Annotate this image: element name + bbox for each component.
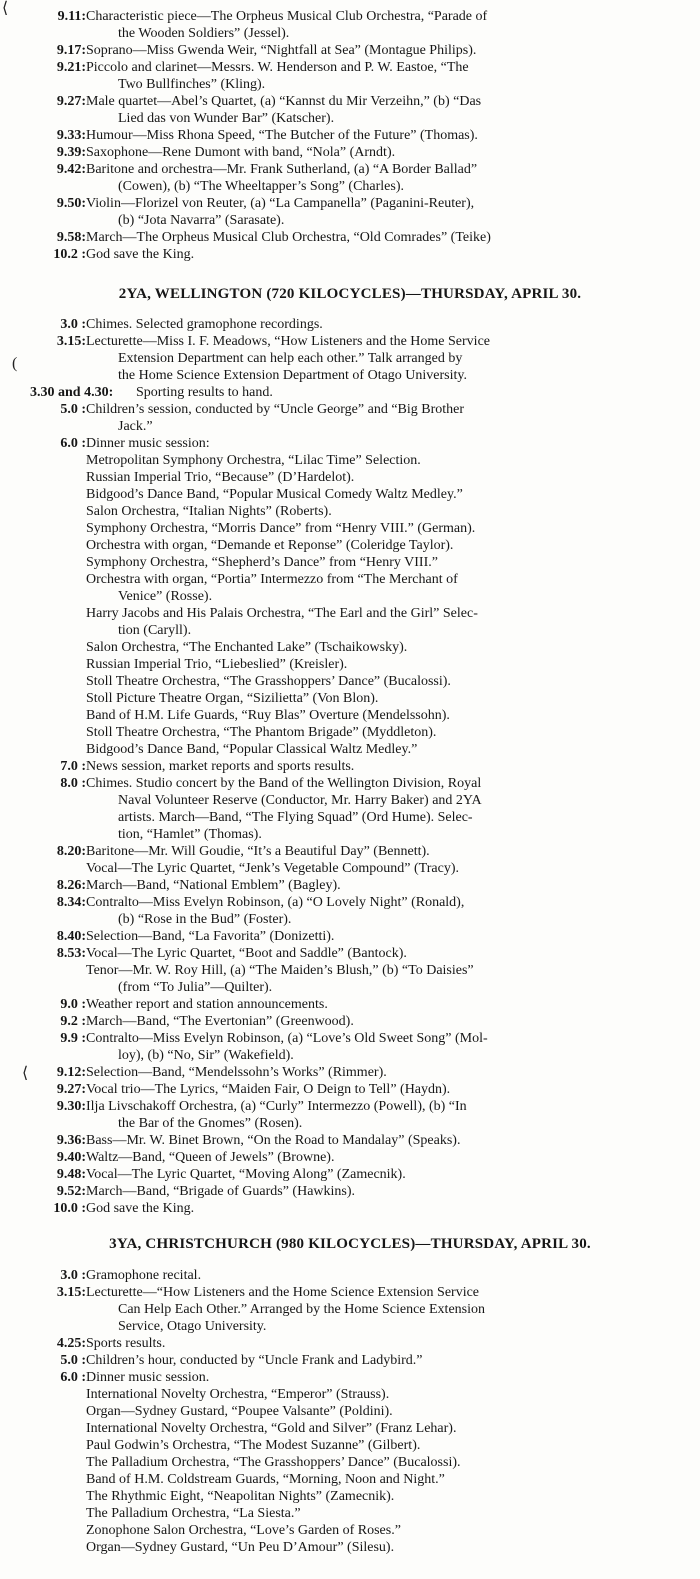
programme-line bbox=[0, 1166, 700, 1183]
programme-text: Gramophone recital. bbox=[86, 1268, 202, 1283]
programme-text: Selection—Band, “Mendelssohn’s Works” (Rimmer). bbox=[86, 1065, 387, 1080]
programme-line bbox=[0, 520, 700, 537]
programme-text: Baritone—Mr. Will Goudie, “It’s a Beautiful Day” (Bennett). bbox=[86, 844, 430, 859]
time-label: 3.15: bbox=[56, 334, 86, 349]
programme-line bbox=[0, 8, 700, 25]
programme-line bbox=[0, 571, 700, 588]
christchurch-heading: 3YA, CHRISTCHURCH (980 KILOCYCLES)—THURSDAY, APRIL 30. bbox=[109, 1236, 591, 1252]
time-label: 8.26: bbox=[56, 878, 86, 893]
programme-text: Vocal—The Lyric Quartet, “Jenk’s Vegetable Compound” (Tracy). bbox=[86, 861, 459, 876]
programme-text: Characteristic piece—The Orpheus Musical Club Orchestra, “Parade of bbox=[86, 9, 488, 24]
programme-text: Stoll Theatre Orchestra, “The Grasshoppers’ Dance” (Bucalossi). bbox=[86, 674, 451, 689]
programme-line bbox=[0, 1301, 700, 1318]
programme-line bbox=[0, 1318, 700, 1335]
programme-text: Symphony Orchestra, “Shepherd’s Dance” from “Henry VIII.” bbox=[86, 555, 438, 570]
margin-pen-mark: ( bbox=[12, 355, 18, 372]
programme-line bbox=[0, 229, 700, 246]
programme-text: Two Bullfinches” (Kling). bbox=[118, 77, 266, 92]
programme-line bbox=[0, 452, 700, 469]
programme-text: God save the King. bbox=[86, 247, 195, 262]
programme-line bbox=[0, 384, 700, 401]
programme-text: Violin—Florizel von Reuter, (a) “La Campanella” (Paganini-Reuter), bbox=[86, 196, 475, 211]
programme-text: Stoll Theatre Orchestra, “The Phantom Brigade” (Myddleton). bbox=[86, 725, 437, 740]
programme-line bbox=[0, 1183, 700, 1200]
programme-line bbox=[0, 127, 700, 144]
time-label: 9.2 : bbox=[60, 1014, 86, 1029]
programme-line bbox=[0, 1386, 700, 1403]
programme-line bbox=[0, 979, 700, 996]
programme-text: Zonophone Salon Orchestra, “Love’s Garden of Roses.” bbox=[86, 1523, 401, 1538]
programme-line bbox=[0, 1335, 700, 1352]
programme-text: Vocal trio—The Lyrics, “Maiden Fair, O Deign to Tell” (Haydn). bbox=[86, 1082, 451, 1097]
programme-line bbox=[0, 367, 700, 384]
programme-line bbox=[0, 877, 700, 894]
programme-line bbox=[0, 1471, 700, 1488]
margin-pen-mark: ⟨ bbox=[2, 0, 9, 17]
programme-line bbox=[0, 690, 700, 707]
programme-line bbox=[0, 1284, 700, 1301]
time-label: 9.11: bbox=[57, 9, 86, 24]
programme-text: Chimes. Selected gramophone recordings. bbox=[86, 317, 323, 332]
programme-line bbox=[0, 350, 700, 367]
programme-text: Orchestra with organ, “Demande et Reponse” (Coleridge Taylor). bbox=[86, 538, 454, 553]
programme-line bbox=[0, 144, 700, 161]
programme-text: The Palladium Orchestra, “La Siesta.” bbox=[86, 1506, 301, 1521]
programme-line bbox=[0, 1437, 700, 1454]
wellington-programme bbox=[0, 316, 700, 1217]
programme-line bbox=[0, 1522, 700, 1539]
programme-line bbox=[0, 911, 700, 928]
programme-line bbox=[0, 316, 700, 333]
time-label: 9.27: bbox=[56, 94, 86, 109]
wellington-heading: 2YA, WELLINGTON (720 KILOCYCLES)—THURSDAY, APRIL 30. bbox=[118, 286, 582, 302]
time-label: 9.50: bbox=[56, 196, 86, 211]
programme-text: Band of H.M. Life Guards, “Ruy Blas” Overture (Mendelssohn). bbox=[86, 708, 450, 723]
programme-text: loy), (b) “No, Sir” (Wakefield). bbox=[118, 1048, 294, 1063]
programme-line bbox=[0, 775, 700, 792]
programme-text: tion (Caryll). bbox=[118, 623, 192, 638]
programme-text: Organ—Sydney Gustard, “Poupee Valsante” (Poldini). bbox=[86, 1404, 393, 1419]
programme-text: Bidgood’s Dance Band, “Popular Classical Waltz Medley.” bbox=[86, 742, 418, 757]
time-label: 6.0 : bbox=[60, 1370, 86, 1385]
programme-text: tion, “Hamlet” (Thomas). bbox=[118, 827, 262, 842]
programme-line bbox=[0, 435, 700, 452]
programme-text: International Novelty Orchestra, “Gold and Silver” (Franz Lehar). bbox=[86, 1421, 457, 1436]
time-label: 10.0 : bbox=[53, 1201, 86, 1216]
programme-text: Children’s session, conducted by “Uncle George” and “Big Brother bbox=[86, 402, 465, 417]
time-label: 9.0 : bbox=[60, 997, 86, 1012]
programme-text: Contralto—Miss Evelyn Robinson, (a) “O Lovely Night” (Ronald), bbox=[86, 895, 465, 910]
programme-line bbox=[0, 486, 700, 503]
programme-text: Baritone and orchestra—Mr. Frank Sutherland, (a) “A Border Ballad” bbox=[86, 162, 478, 177]
programme-text: Dinner music session: bbox=[86, 436, 210, 451]
time-label: 8.20: bbox=[56, 844, 86, 859]
previous-station-programme bbox=[0, 8, 700, 263]
programme-text: Humour—Miss Rhona Speed, “The Butcher of the Future” (Thomas). bbox=[86, 128, 478, 143]
programme-text: Dinner music session. bbox=[86, 1370, 210, 1385]
programme-line bbox=[0, 1352, 700, 1369]
programme-line bbox=[0, 1539, 700, 1556]
programme-line bbox=[0, 195, 700, 212]
programme-text: Bidgood’s Dance Band, “Popular Musical Comedy Waltz Medley.” bbox=[86, 487, 463, 502]
programme-line bbox=[0, 42, 700, 59]
programme-text: artists. March—Band, “The Flying Squad” (Ord Hume). Selec- bbox=[118, 810, 473, 825]
programme-text: (b) “Jota Navarra” (Sarasate). bbox=[118, 213, 285, 228]
programme-text: The Rhythmic Eight, “Neapolitan Nights” (Zamecnik). bbox=[86, 1489, 395, 1504]
programme-text: the Home Science Extension Department of Otago University. bbox=[118, 368, 467, 383]
programme-line bbox=[0, 1115, 700, 1132]
time-label: 9.9 : bbox=[60, 1031, 86, 1046]
programme-line bbox=[0, 333, 700, 350]
time-label: 8.34: bbox=[56, 895, 86, 910]
time-label: 8.40: bbox=[56, 929, 86, 944]
time-label: 5.0 : bbox=[60, 1353, 86, 1368]
time-label: 3.0 : bbox=[60, 1268, 86, 1283]
programme-text: Paul Godwin’s Orchestra, “The Modest Suzanne” (Gilbert). bbox=[86, 1438, 421, 1453]
christchurch-programme bbox=[0, 1267, 700, 1556]
time-label: 3.30 and 4.30: bbox=[30, 385, 114, 400]
programme-text: God save the King. bbox=[86, 1201, 195, 1216]
programme-line bbox=[0, 741, 700, 758]
time-label: 10.2 : bbox=[53, 247, 86, 262]
programme-text: Sporting results to hand. bbox=[136, 385, 273, 400]
programme-text: Metropolitan Symphony Orchestra, “Lilac Time” Selection. bbox=[86, 453, 421, 468]
programme-text: (b) “Rose in the Bud” (Foster). bbox=[118, 912, 292, 927]
programme-line bbox=[0, 962, 700, 979]
time-label: 9.58: bbox=[56, 230, 86, 245]
programme-line bbox=[0, 792, 700, 809]
time-label: 9.39: bbox=[56, 145, 86, 160]
programme-text: Symphony Orchestra, “Morris Dance” from “Henry VIII.” (German). bbox=[86, 521, 476, 536]
time-label: 9.33: bbox=[56, 128, 86, 143]
programme-text: Russian Imperial Trio, “Because” (D’Hardelot). bbox=[86, 470, 355, 485]
programme-text: Organ—Sydney Gustard, “Un Peu D’Amour” (Silesu). bbox=[86, 1540, 395, 1555]
programme-text: Selection—Band, “La Favorita” (Donizetti). bbox=[86, 929, 335, 944]
programme-text: Contralto—Miss Evelyn Robinson, (a) “Love’s Old Sweet Song” (Mol- bbox=[86, 1031, 488, 1046]
programme-text: The Palladium Orchestra, “The Grasshoppers’ Dance” (Bucalossi). bbox=[86, 1455, 461, 1470]
programme-text: Harry Jacobs and His Palais Orchestra, “The Earl and the Girl” Selec- bbox=[86, 606, 478, 621]
programme-line bbox=[0, 110, 700, 127]
programme-text: Lecturette—Miss I. F. Meadows, “How Listeners and the Home Service bbox=[86, 334, 490, 349]
programme-text: Bass—Mr. W. Binet Brown, “On the Road to Mandalay” (Speaks). bbox=[86, 1133, 461, 1148]
programme-text: (Cowen), (b) “The Wheeltapper’s Song” (Charles). bbox=[118, 179, 404, 194]
programme-line bbox=[0, 1403, 700, 1420]
time-label: 9.36: bbox=[56, 1133, 86, 1148]
time-label: 9.40: bbox=[56, 1150, 86, 1165]
time-label: 4.25: bbox=[56, 1336, 86, 1351]
programme-line bbox=[0, 554, 700, 571]
time-label: 9.21: bbox=[56, 60, 86, 75]
programme-text: Saxophone—Rene Dumont with band, “Nola” (Arndt). bbox=[86, 145, 396, 160]
programme-text: Stoll Picture Theatre Organ, “Sizilietta” (Von Blon). bbox=[86, 691, 379, 706]
programme-line bbox=[0, 76, 700, 93]
time-label: 8.53: bbox=[56, 946, 86, 961]
programme-text: Weather report and station announcements. bbox=[86, 997, 328, 1012]
programme-text: Chimes. Studio concert by the Band of the Wellington Division, Royal bbox=[86, 776, 482, 791]
programme-line bbox=[0, 246, 700, 263]
programme-text: Band of H.M. Coldstream Guards, “Morning, Noon and Night.” bbox=[86, 1472, 445, 1487]
programme-line bbox=[0, 707, 700, 724]
programme-text: Male quartet—Abel’s Quartet, (a) “Kannst du Mir Verzeihn,” (b) “Das bbox=[86, 94, 482, 109]
time-label: 3.15: bbox=[56, 1285, 86, 1300]
time-label: 9.48: bbox=[56, 1167, 86, 1182]
programme-line bbox=[0, 588, 700, 605]
programme-line bbox=[0, 639, 700, 656]
programme-line bbox=[0, 826, 700, 843]
time-label: 8.0 : bbox=[60, 776, 86, 791]
programme-line bbox=[0, 1081, 700, 1098]
programme-line bbox=[0, 537, 700, 554]
programme-line bbox=[0, 1098, 700, 1115]
time-label: 5.0 : bbox=[60, 402, 86, 417]
programme-line bbox=[0, 469, 700, 486]
programme-text: Russian Imperial Trio, “Liebeslied” (Kreisler). bbox=[86, 657, 348, 672]
programme-line bbox=[0, 860, 700, 877]
programme-text: Sports results. bbox=[86, 1336, 166, 1351]
programme-line bbox=[0, 1369, 700, 1386]
programme-line bbox=[0, 1047, 700, 1064]
programme-text: March—The Orpheus Musical Club Orchestra, “Old Comrades” (Teike) bbox=[86, 230, 491, 245]
programme-text: Venice” (Rosse). bbox=[118, 589, 213, 604]
programme-line bbox=[0, 1132, 700, 1149]
programme-text: Ilja Livschakoff Orchestra, (a) “Curly” Intermezzo (Powell), (b) “In bbox=[86, 1099, 467, 1114]
programme-line bbox=[0, 809, 700, 826]
programme-line bbox=[0, 1030, 700, 1047]
programme-text: News session, market reports and sports results. bbox=[86, 759, 355, 774]
programme-line bbox=[0, 605, 700, 622]
programme-text: the Wooden Soldiers” (Jessel). bbox=[118, 26, 290, 41]
programme-line bbox=[0, 673, 700, 690]
time-label: 3.0 : bbox=[60, 317, 86, 332]
programme-text: Naval Volunteer Reserve (Conductor, Mr. Harry Baker) and 2YA bbox=[118, 793, 482, 808]
programme-text: Lied das von Wunder Bar” (Katscher). bbox=[118, 111, 335, 126]
programme-line bbox=[0, 178, 700, 195]
programme-text: March—Band, “Brigade of Guards” (Hawkins). bbox=[86, 1184, 356, 1199]
programme-text: (from “To Julia”—Quilter). bbox=[118, 980, 273, 995]
programme-line bbox=[0, 1149, 700, 1166]
programme-line bbox=[0, 503, 700, 520]
programme-text: Salon Orchestra, “Italian Nights” (Roberts). bbox=[86, 504, 332, 519]
time-label: 9.17: bbox=[56, 43, 86, 58]
programme-line bbox=[0, 1013, 700, 1030]
programme-line bbox=[0, 843, 700, 860]
programme-line bbox=[0, 996, 700, 1013]
programme-line bbox=[0, 724, 700, 741]
programme-text: March—Band, “National Emblem” (Bagley). bbox=[86, 878, 341, 893]
programme-text: International Novelty Orchestra, “Emperor” (Strauss). bbox=[86, 1387, 390, 1402]
programme-line bbox=[0, 161, 700, 178]
programme-text: March—Band, “The Evertonian” (Greenwood). bbox=[86, 1014, 354, 1029]
programme-text: Service, Otago University. bbox=[118, 1319, 267, 1334]
time-label: 9.52: bbox=[56, 1184, 86, 1199]
programme-line bbox=[0, 1505, 700, 1522]
time-label: 9.27: bbox=[56, 1082, 86, 1097]
time-label: 9.30: bbox=[56, 1099, 86, 1114]
programme-text: Orchestra with organ, “Portia” Intermezzo from “The Merchant of bbox=[86, 572, 458, 587]
programme-line bbox=[0, 1488, 700, 1505]
time-label: 9.42: bbox=[56, 162, 86, 177]
programme-line bbox=[0, 928, 700, 945]
programme-text: Vocal—The Lyric Quartet, “Boot and Saddle” (Bantock). bbox=[86, 946, 407, 961]
programme-line bbox=[0, 1200, 700, 1217]
programme-line bbox=[0, 1420, 700, 1437]
programme-line bbox=[0, 59, 700, 76]
programme-line bbox=[0, 1454, 700, 1471]
programme-line bbox=[0, 401, 700, 418]
time-label: 7.0 : bbox=[60, 759, 86, 774]
programme-line bbox=[0, 758, 700, 775]
programme-text: Vocal—The Lyric Quartet, “Moving Along” (Zamecnik). bbox=[86, 1167, 406, 1182]
programme-line bbox=[0, 418, 700, 435]
time-label: 9.12: bbox=[56, 1065, 86, 1080]
margin-pen-mark: ⟨ bbox=[22, 1065, 29, 1082]
programme-text: Salon Orchestra, “The Enchanted Lake” (Tschaikowsky). bbox=[86, 640, 408, 655]
programme-text: Can Help Each Other.” Arranged by the Home Science Extension bbox=[118, 1302, 485, 1317]
programme-line bbox=[0, 212, 700, 229]
programme-line bbox=[0, 622, 700, 639]
programme-text: Tenor—Mr. W. Roy Hill, (a) “The Maiden’s Blush,” (b) “To Daisies” bbox=[86, 963, 474, 978]
programme-line bbox=[0, 93, 700, 110]
time-label: 6.0 : bbox=[60, 436, 86, 451]
programme-line bbox=[0, 25, 700, 42]
programme-text: Lecturette—“How Listeners and the Home Science Extension Service bbox=[86, 1285, 480, 1300]
programme-text: Piccolo and clarinet—Messrs. W. Henderson and P. W. Eastoe, “The bbox=[86, 60, 469, 75]
programme-line bbox=[0, 1064, 700, 1081]
programme-text: Soprano—Miss Gwenda Weir, “Nightfall at Sea” (Montague Philips). bbox=[86, 43, 477, 58]
programme-line bbox=[0, 656, 700, 673]
programme-text: Children’s hour, conducted by “Uncle Frank and Ladybird.” bbox=[86, 1353, 423, 1368]
programme-text: Waltz—Band, “Queen of Jewels” (Browne). bbox=[86, 1150, 335, 1165]
programme-text: Extension Department can help each other.” Talk arranged by bbox=[118, 351, 463, 366]
programme-text: the Bar of the Gnomes” (Rosen). bbox=[118, 1116, 303, 1131]
programme-line bbox=[0, 894, 700, 911]
programme-line bbox=[0, 945, 700, 962]
programme-line bbox=[0, 1267, 700, 1284]
programme-text: Jack.” bbox=[118, 419, 153, 434]
